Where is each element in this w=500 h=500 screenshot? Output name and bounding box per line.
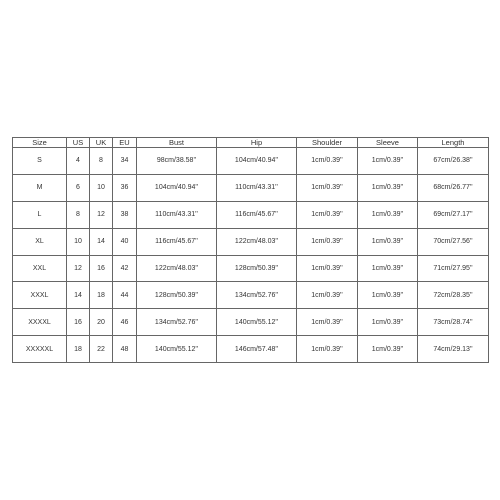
cell-uk: 10 (90, 174, 113, 201)
cell-uk: 22 (90, 336, 113, 363)
cell-uk: 16 (90, 255, 113, 282)
cell-sleeve: 1cm/0.39'' (358, 255, 418, 282)
cell-hip: 116cm/45.67'' (217, 201, 297, 228)
cell-us: 14 (67, 282, 90, 309)
cell-length: 70cm/27.56'' (418, 228, 489, 255)
cell-size: S (13, 148, 67, 175)
cell-sleeve: 1cm/0.39'' (358, 309, 418, 336)
cell-us: 18 (67, 336, 90, 363)
cell-shoulder: 1cm/0.39'' (297, 201, 358, 228)
table-row (13, 282, 489, 309)
cell-uk: 8 (90, 148, 113, 175)
cell-eu: 38 (113, 201, 137, 228)
header-us: US (67, 138, 90, 148)
cell-length: 69cm/27.17'' (418, 201, 489, 228)
header-size: Size (13, 138, 67, 148)
cell-bust: 104cm/40.94'' (137, 174, 217, 201)
cell-uk: 14 (90, 228, 113, 255)
cell-hip: 104cm/40.94'' (217, 148, 297, 175)
cell-us: 12 (67, 255, 90, 282)
cell-length: 73cm/28.74'' (418, 309, 489, 336)
cell-eu: 46 (113, 309, 137, 336)
cell-uk: 18 (90, 282, 113, 309)
cell-size: M (13, 174, 67, 201)
cell-eu: 40 (113, 228, 137, 255)
header-uk: UK (90, 138, 113, 148)
cell-bust: 122cm/48.03'' (137, 255, 217, 282)
table-row (13, 201, 489, 228)
header-eu: EU (113, 138, 137, 148)
cell-length: 71cm/27.95'' (418, 255, 489, 282)
cell-sleeve: 1cm/0.39'' (358, 228, 418, 255)
header-shoulder: Shoulder (297, 138, 358, 148)
header-length: Length (418, 138, 489, 148)
table-row (13, 255, 489, 282)
cell-size: XXXXXL (13, 336, 67, 363)
cell-bust: 116cm/45.67'' (137, 228, 217, 255)
cell-shoulder: 1cm/0.39'' (297, 228, 358, 255)
cell-shoulder: 1cm/0.39'' (297, 336, 358, 363)
cell-us: 10 (67, 228, 90, 255)
header-row (13, 138, 489, 148)
cell-size: XXXL (13, 282, 67, 309)
cell-us: 8 (67, 201, 90, 228)
cell-hip: 146cm/57.48'' (217, 336, 297, 363)
cell-eu: 48 (113, 336, 137, 363)
cell-length: 68cm/26.77'' (418, 174, 489, 201)
table-row (13, 228, 489, 255)
cell-sleeve: 1cm/0.39'' (358, 148, 418, 175)
table-row (13, 148, 489, 175)
cell-shoulder: 1cm/0.39'' (297, 282, 358, 309)
header-sleeve: Sleeve (358, 138, 418, 148)
cell-sleeve: 1cm/0.39'' (358, 282, 418, 309)
cell-eu: 34 (113, 148, 137, 175)
cell-hip: 128cm/50.39'' (217, 255, 297, 282)
cell-bust: 110cm/43.31'' (137, 201, 217, 228)
cell-us: 6 (67, 174, 90, 201)
cell-shoulder: 1cm/0.39'' (297, 148, 358, 175)
cell-us: 4 (67, 148, 90, 175)
cell-bust: 134cm/52.76'' (137, 309, 217, 336)
cell-shoulder: 1cm/0.39'' (297, 309, 358, 336)
cell-hip: 140cm/55.12'' (217, 309, 297, 336)
cell-hip: 134cm/52.76'' (217, 282, 297, 309)
cell-eu: 42 (113, 255, 137, 282)
cell-shoulder: 1cm/0.39'' (297, 255, 358, 282)
cell-sleeve: 1cm/0.39'' (358, 174, 418, 201)
cell-bust: 128cm/50.39'' (137, 282, 217, 309)
cell-length: 67cm/26.38'' (418, 148, 489, 175)
cell-hip: 122cm/48.03'' (217, 228, 297, 255)
table-row (13, 174, 489, 201)
cell-eu: 36 (113, 174, 137, 201)
size-chart-table (12, 137, 489, 363)
cell-sleeve: 1cm/0.39'' (358, 201, 418, 228)
table-row (13, 309, 489, 336)
cell-us: 16 (67, 309, 90, 336)
cell-uk: 12 (90, 201, 113, 228)
cell-size: XXL (13, 255, 67, 282)
cell-hip: 110cm/43.31'' (217, 174, 297, 201)
cell-length: 72cm/28.35'' (418, 282, 489, 309)
cell-shoulder: 1cm/0.39'' (297, 174, 358, 201)
cell-bust: 98cm/38.58'' (137, 148, 217, 175)
cell-size: XXXXL (13, 309, 67, 336)
header-hip: Hip (217, 138, 297, 148)
cell-bust: 140cm/55.12'' (137, 336, 217, 363)
cell-size: XL (13, 228, 67, 255)
cell-sleeve: 1cm/0.39'' (358, 336, 418, 363)
table-row (13, 336, 489, 363)
header-bust: Bust (137, 138, 217, 148)
cell-uk: 20 (90, 309, 113, 336)
cell-eu: 44 (113, 282, 137, 309)
cell-length: 74cm/29.13'' (418, 336, 489, 363)
cell-size: L (13, 201, 67, 228)
